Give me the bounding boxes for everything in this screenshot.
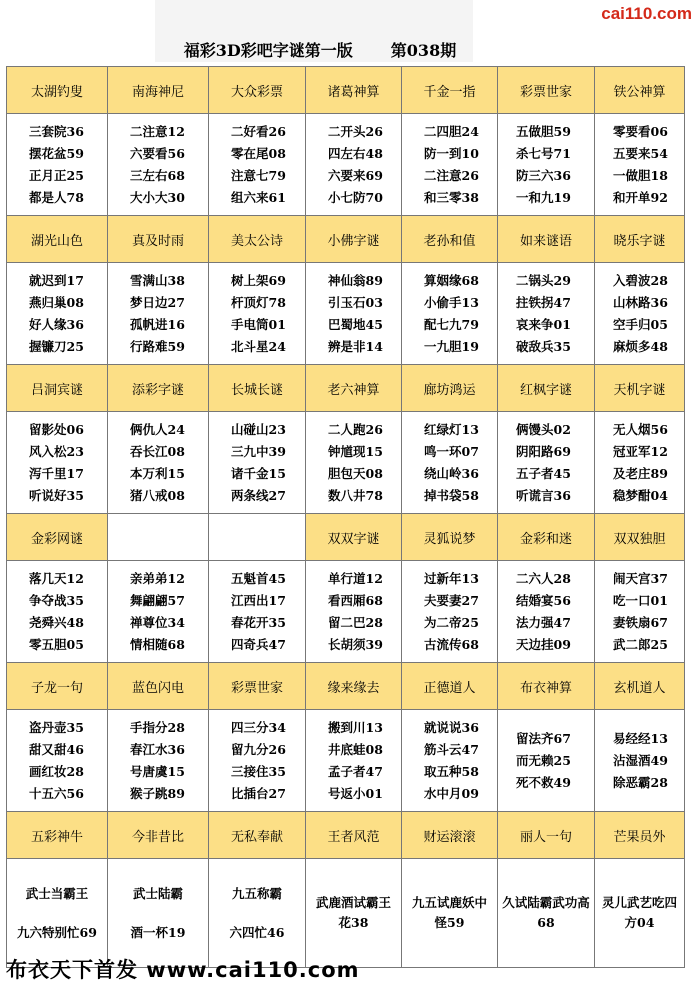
riddle-line: 泻千里17: [29, 465, 84, 481]
column-header: 长城长谜: [209, 365, 306, 412]
riddle-line: 情相随68: [130, 636, 185, 652]
riddle-line: 破敌兵35: [516, 338, 571, 354]
riddle-line: 号返小01: [328, 785, 383, 801]
riddle-cell: [402, 114, 498, 216]
riddle-line: 辨是非14: [328, 338, 383, 354]
riddle-line: 争夺战35: [29, 592, 84, 608]
riddle-line: 法力强47: [516, 614, 571, 630]
riddle-line: 注意七79: [231, 167, 286, 183]
riddle-line: 水中月09: [424, 785, 479, 801]
riddle-line: 十五六56: [29, 785, 84, 801]
riddle-line: 摆花盆59: [29, 145, 84, 161]
column-header: 真及时雨: [108, 216, 209, 263]
riddle-line: 杀七号71: [516, 145, 571, 161]
riddle-line: 燕归巢08: [29, 294, 84, 310]
riddle-line: 零要看06: [613, 123, 668, 139]
riddle-line: 鸣一环07: [424, 443, 479, 459]
riddle-line: 单行道12: [328, 570, 383, 586]
column-header: 蓝色闪电: [108, 663, 209, 710]
column-header: 彩票世家: [209, 663, 306, 710]
riddle-line: 盗丹壶35: [29, 719, 84, 735]
column-header: 天机字谜: [595, 365, 685, 412]
riddle-line: 古流传68: [424, 636, 479, 652]
riddle-line: 神仙翁89: [328, 272, 383, 288]
column-header: 太湖钓叟: [7, 67, 108, 114]
column-header: 芒果员外: [595, 812, 685, 859]
issue-number: 第038期: [390, 41, 457, 60]
riddle-line: 钟馗现15: [328, 443, 383, 459]
column-header: 玄机道人: [595, 663, 685, 710]
riddle-line: 好人缘36: [29, 316, 84, 332]
riddle-line: 就迟到17: [29, 272, 84, 288]
riddle-cell: [108, 412, 209, 514]
column-header: 缘来缘去: [306, 663, 402, 710]
riddle-line: 握镰刀25: [29, 338, 84, 354]
riddle-line: 无人烟56: [613, 421, 668, 437]
column-header: 王者风范: [306, 812, 402, 859]
column-header: 布衣神算: [498, 663, 595, 710]
riddle-cell: [306, 561, 402, 663]
column-header: 湖光山色: [7, 216, 108, 263]
riddle-row: [7, 114, 685, 216]
riddle-line: 防三六36: [516, 167, 571, 183]
riddle-cell: [595, 561, 685, 663]
riddle-line: 吃一口01: [613, 592, 668, 608]
riddle-line: 山林路36: [613, 294, 668, 310]
riddle-line: 结婚宴56: [516, 592, 571, 608]
riddle-line: 二开头26: [328, 123, 383, 139]
riddle-line: 北斗星24: [231, 338, 286, 354]
riddle-line: 画红妆28: [29, 763, 84, 779]
riddle-line: 五子者45: [516, 465, 571, 481]
riddle-cell: [108, 263, 209, 365]
riddle-line: 零五胆05: [29, 636, 84, 652]
riddle-line: 武士陆霸: [132, 886, 183, 901]
riddle-line: 入碧波28: [613, 272, 668, 288]
riddle-line: 二四胆24: [424, 123, 479, 139]
column-header: 南海神尼: [108, 67, 209, 114]
riddle-cell: [595, 412, 685, 514]
riddle-line: 留九分26: [231, 741, 286, 757]
riddle-line: 拄铁拐47: [516, 294, 571, 310]
riddle-line: 听谎言36: [516, 487, 571, 503]
column-header: 诸葛神算: [306, 67, 402, 114]
column-header: 双双字谜: [306, 514, 402, 561]
riddle-line: 及老庄89: [613, 465, 668, 481]
riddle-line: 比插台27: [231, 785, 286, 801]
riddle-cell: [7, 561, 108, 663]
column-header: 晓乐字谜: [595, 216, 685, 263]
riddle-line: 九五称霸: [231, 886, 282, 901]
riddle-line: 舞翩翩57: [130, 592, 185, 608]
header-row: [7, 365, 685, 412]
riddle-line: 胆包天08: [328, 465, 383, 481]
riddle-line: 过新年13: [424, 570, 479, 586]
riddle-line: 尧舜兴48: [29, 614, 84, 630]
riddle-line: 四左右48: [328, 145, 383, 161]
column-header: 廊坊鸿运: [402, 365, 498, 412]
column-header: [209, 514, 306, 561]
column-header: 铁公神算: [595, 67, 685, 114]
riddle-line: 吞长江08: [130, 443, 185, 459]
riddle-answer: 九六特别忙69: [17, 925, 97, 940]
riddle-line: 数八井78: [328, 487, 383, 503]
riddle-line: 号唐虞15: [130, 763, 185, 779]
column-header: 正德道人: [402, 663, 498, 710]
riddle-line: 掉书袋58: [424, 487, 479, 503]
riddle-line: 五要来54: [613, 145, 668, 161]
footer-banner[interactable]: 布衣天下首发 www.cai110.com: [6, 958, 360, 982]
riddle-line: 武鹿酒试霸王花38: [315, 895, 391, 930]
riddle-line: 防一到10: [424, 145, 479, 161]
riddle-line: 俩馒头02: [516, 421, 571, 437]
riddle-line: 手电筒01: [231, 316, 286, 332]
column-header: 添彩字谜: [108, 365, 209, 412]
column-header: 子龙一句: [7, 663, 108, 710]
column-header: 大众彩票: [209, 67, 306, 114]
riddle-line: 长胡须39: [328, 636, 383, 652]
column-header: 丽人一句: [498, 812, 595, 859]
riddle-line: 天边挂09: [516, 636, 571, 652]
riddle-line: 武士当霸王: [25, 886, 89, 901]
riddle-grid: [6, 66, 685, 968]
riddle-line: 听说好35: [29, 487, 84, 503]
riddle-line: 搬到川13: [328, 719, 383, 735]
riddle-cell: [209, 561, 306, 663]
riddle-line: 取五种58: [424, 763, 479, 779]
riddle-line: 三接住35: [231, 763, 286, 779]
riddle-answer: 六四忙46: [229, 925, 285, 940]
riddle-cell: [306, 263, 402, 365]
header-row: [7, 812, 685, 859]
riddle-line: 为二帝25: [424, 614, 479, 630]
riddle-line: 风入松23: [29, 443, 84, 459]
header-row: [7, 514, 685, 561]
riddle-cell: [595, 710, 685, 812]
riddle-line: 沾湿酒49: [613, 752, 668, 768]
header-row: [7, 663, 685, 710]
column-header: 五彩神牛: [7, 812, 108, 859]
riddle-cell: [209, 263, 306, 365]
riddle-line: 武二郎25: [613, 636, 668, 652]
riddle-line: 稳梦酣04: [613, 487, 668, 503]
riddle-cell: [7, 114, 108, 216]
riddle-line: 夫要妻27: [424, 592, 479, 608]
riddle-cell: [498, 561, 595, 663]
riddle-cell: [108, 114, 209, 216]
riddle-line: 易经经13: [613, 730, 668, 746]
riddle-line: 三左右68: [130, 167, 185, 183]
riddle-line: 小偷手13: [424, 294, 479, 310]
riddle-cell: [108, 710, 209, 812]
column-header: 美太公诗: [209, 216, 306, 263]
riddle-cell: [595, 114, 685, 216]
riddle-line: 筋斗云47: [424, 741, 479, 757]
riddle-cell: [498, 114, 595, 216]
riddle-line: 看西厢68: [328, 592, 383, 608]
riddle-cell: [7, 412, 108, 514]
riddle-line: 二人跑26: [328, 421, 383, 437]
riddle-line: 猪八戒08: [130, 487, 185, 503]
column-header: 彩票世家: [498, 67, 595, 114]
riddle-line: 春江水36: [130, 741, 185, 757]
riddle-cell: [402, 412, 498, 514]
riddle-line: 死不救49: [516, 774, 571, 790]
riddle-line: 麻烦多48: [613, 338, 668, 354]
riddle-cell: [306, 114, 402, 216]
riddle-row: [7, 561, 685, 663]
riddle-cell: [402, 561, 498, 663]
riddle-line: 而无赖25: [516, 752, 571, 768]
riddle-line: 猴子跳89: [130, 785, 185, 801]
riddle-line: 哀来争01: [516, 316, 571, 332]
riddle-line: 三九中39: [231, 443, 286, 459]
riddle-line: 四三分34: [231, 719, 286, 735]
riddle-line: 冠亚军12: [613, 443, 668, 459]
column-header: 老六神算: [306, 365, 402, 412]
riddle-cell: [306, 412, 402, 514]
riddle-line: 树上架69: [231, 272, 286, 288]
riddle-line: 本万利15: [130, 465, 185, 481]
riddle-cell: [595, 263, 685, 365]
column-header: 吕洞宾谜: [7, 365, 108, 412]
header-row: [7, 216, 685, 263]
riddle-line: 九五试鹿妖中怪59: [411, 895, 487, 930]
riddle-line: 梦日边27: [130, 294, 185, 310]
riddle-line: 都是人78: [29, 189, 84, 205]
riddle-line: 四奇兵47: [231, 636, 286, 652]
riddle-line: 和三零38: [424, 189, 479, 205]
column-header: 双双独胆: [595, 514, 685, 561]
riddle-line: 留二巴28: [328, 614, 383, 630]
page-title-text: 福彩3D彩吧字谜第一版: [183, 41, 353, 60]
riddle-line: 和开单92: [613, 189, 668, 205]
column-header: 千金一指: [402, 67, 498, 114]
riddle-line: 六要来69: [328, 167, 383, 183]
riddle-cell: [498, 263, 595, 365]
riddle-line: 留影处06: [29, 421, 84, 437]
header-row: [7, 67, 685, 114]
riddle-line: 久试陆霸武功高68: [502, 895, 590, 930]
riddle-line: 手指分28: [130, 719, 185, 735]
riddle-line: 孤帆进16: [130, 316, 185, 332]
riddle-line: 正月正25: [29, 167, 84, 183]
riddle-line: 山碰山23: [231, 421, 286, 437]
riddle-line: 组六来61: [231, 189, 286, 205]
riddle-line: 红绿灯13: [424, 421, 479, 437]
riddle-line: 二锅头29: [516, 272, 571, 288]
riddle-line: 亲弟弟12: [130, 570, 185, 586]
riddle-line: 算姻缘68: [424, 272, 479, 288]
riddle-line: 诸千金15: [231, 465, 286, 481]
column-header: 无私奉献: [209, 812, 306, 859]
riddle-line: 五做胆59: [516, 123, 571, 139]
riddle-line: 行路难59: [130, 338, 185, 354]
riddle-cell: [7, 710, 108, 812]
column-header: 金彩和迷: [498, 514, 595, 561]
riddle-line: 五魁首45: [231, 570, 286, 586]
riddle-cell: [7, 263, 108, 365]
riddle-line: 阴阳路69: [516, 443, 571, 459]
site-watermark[interactable]: cai110.com: [601, 4, 692, 23]
page-title: [0, 38, 640, 61]
riddle-line: 闹天宫37: [613, 570, 668, 586]
column-header: 灵狐说梦: [402, 514, 498, 561]
riddle-line: 一做胆18: [613, 167, 668, 183]
column-header: 小佛字谜: [306, 216, 402, 263]
riddle-cell: [108, 561, 209, 663]
riddle-line: 引玉石03: [328, 294, 383, 310]
riddle-line: 春花开35: [231, 614, 286, 630]
riddle-line: 两条线27: [231, 487, 286, 503]
riddle-line: 三套院36: [29, 123, 84, 139]
riddle-line: 甜又甜46: [29, 741, 84, 757]
riddle-line: 就说说36: [424, 719, 479, 735]
riddle-line: 江西出17: [231, 592, 286, 608]
riddle-cell: [209, 710, 306, 812]
riddle-line: 零在尾08: [231, 145, 286, 161]
column-header: 红枫字谜: [498, 365, 595, 412]
riddle-cell: [402, 710, 498, 812]
riddle-line: 孟子者47: [328, 763, 383, 779]
riddle-row: [7, 412, 685, 514]
riddle-line: 大小大30: [130, 189, 185, 205]
riddle-row: [7, 710, 685, 812]
riddle-cell: [209, 412, 306, 514]
column-header: [108, 514, 209, 561]
column-header: 老孙和值: [402, 216, 498, 263]
riddle-cell: [306, 710, 402, 812]
riddle-line: 妻铁扇67: [613, 614, 668, 630]
riddle-line: 巴蜀地45: [328, 316, 383, 332]
riddle-row: [7, 263, 685, 365]
riddle-line: 二六人28: [516, 570, 571, 586]
riddle-cell: [402, 263, 498, 365]
riddle-line: 二注意26: [424, 167, 479, 183]
riddle-line: 配七九79: [424, 316, 479, 332]
riddle-line: 井底蛙08: [328, 741, 383, 757]
riddle-cell: [209, 114, 306, 216]
riddle-line: 禅尊位34: [130, 614, 185, 630]
riddle-line: 落几天12: [29, 570, 84, 586]
riddle-line: 除恶霸28: [613, 774, 668, 790]
riddle-line: 雪满山38: [130, 272, 185, 288]
riddle-line: 一和九19: [516, 189, 571, 205]
riddle-line: 留法齐67: [516, 730, 571, 746]
riddle-line: 二注意12: [130, 123, 185, 139]
riddle-cell: [498, 710, 595, 812]
column-header: 今非昔比: [108, 812, 209, 859]
riddle-line: 六要看56: [130, 145, 185, 161]
riddle-line: 空手归05: [613, 316, 668, 332]
riddle-line: 灵儿武艺吃四方04: [601, 895, 677, 930]
column-header: 财运滚滚: [402, 812, 498, 859]
riddle-line: 小七防70: [328, 189, 383, 205]
riddle-cell: [498, 412, 595, 514]
riddle-line: 绕山岭36: [424, 465, 479, 481]
riddle-line: 一九胆19: [424, 338, 479, 354]
column-header: 金彩网谜: [7, 514, 108, 561]
riddle-line: 俩仇人24: [130, 421, 185, 437]
riddle-line: 杆顶灯78: [231, 294, 286, 310]
riddle-line: 二好看26: [231, 123, 286, 139]
column-header: 如来谜语: [498, 216, 595, 263]
riddle-answer: 酒一杯19: [130, 925, 186, 940]
